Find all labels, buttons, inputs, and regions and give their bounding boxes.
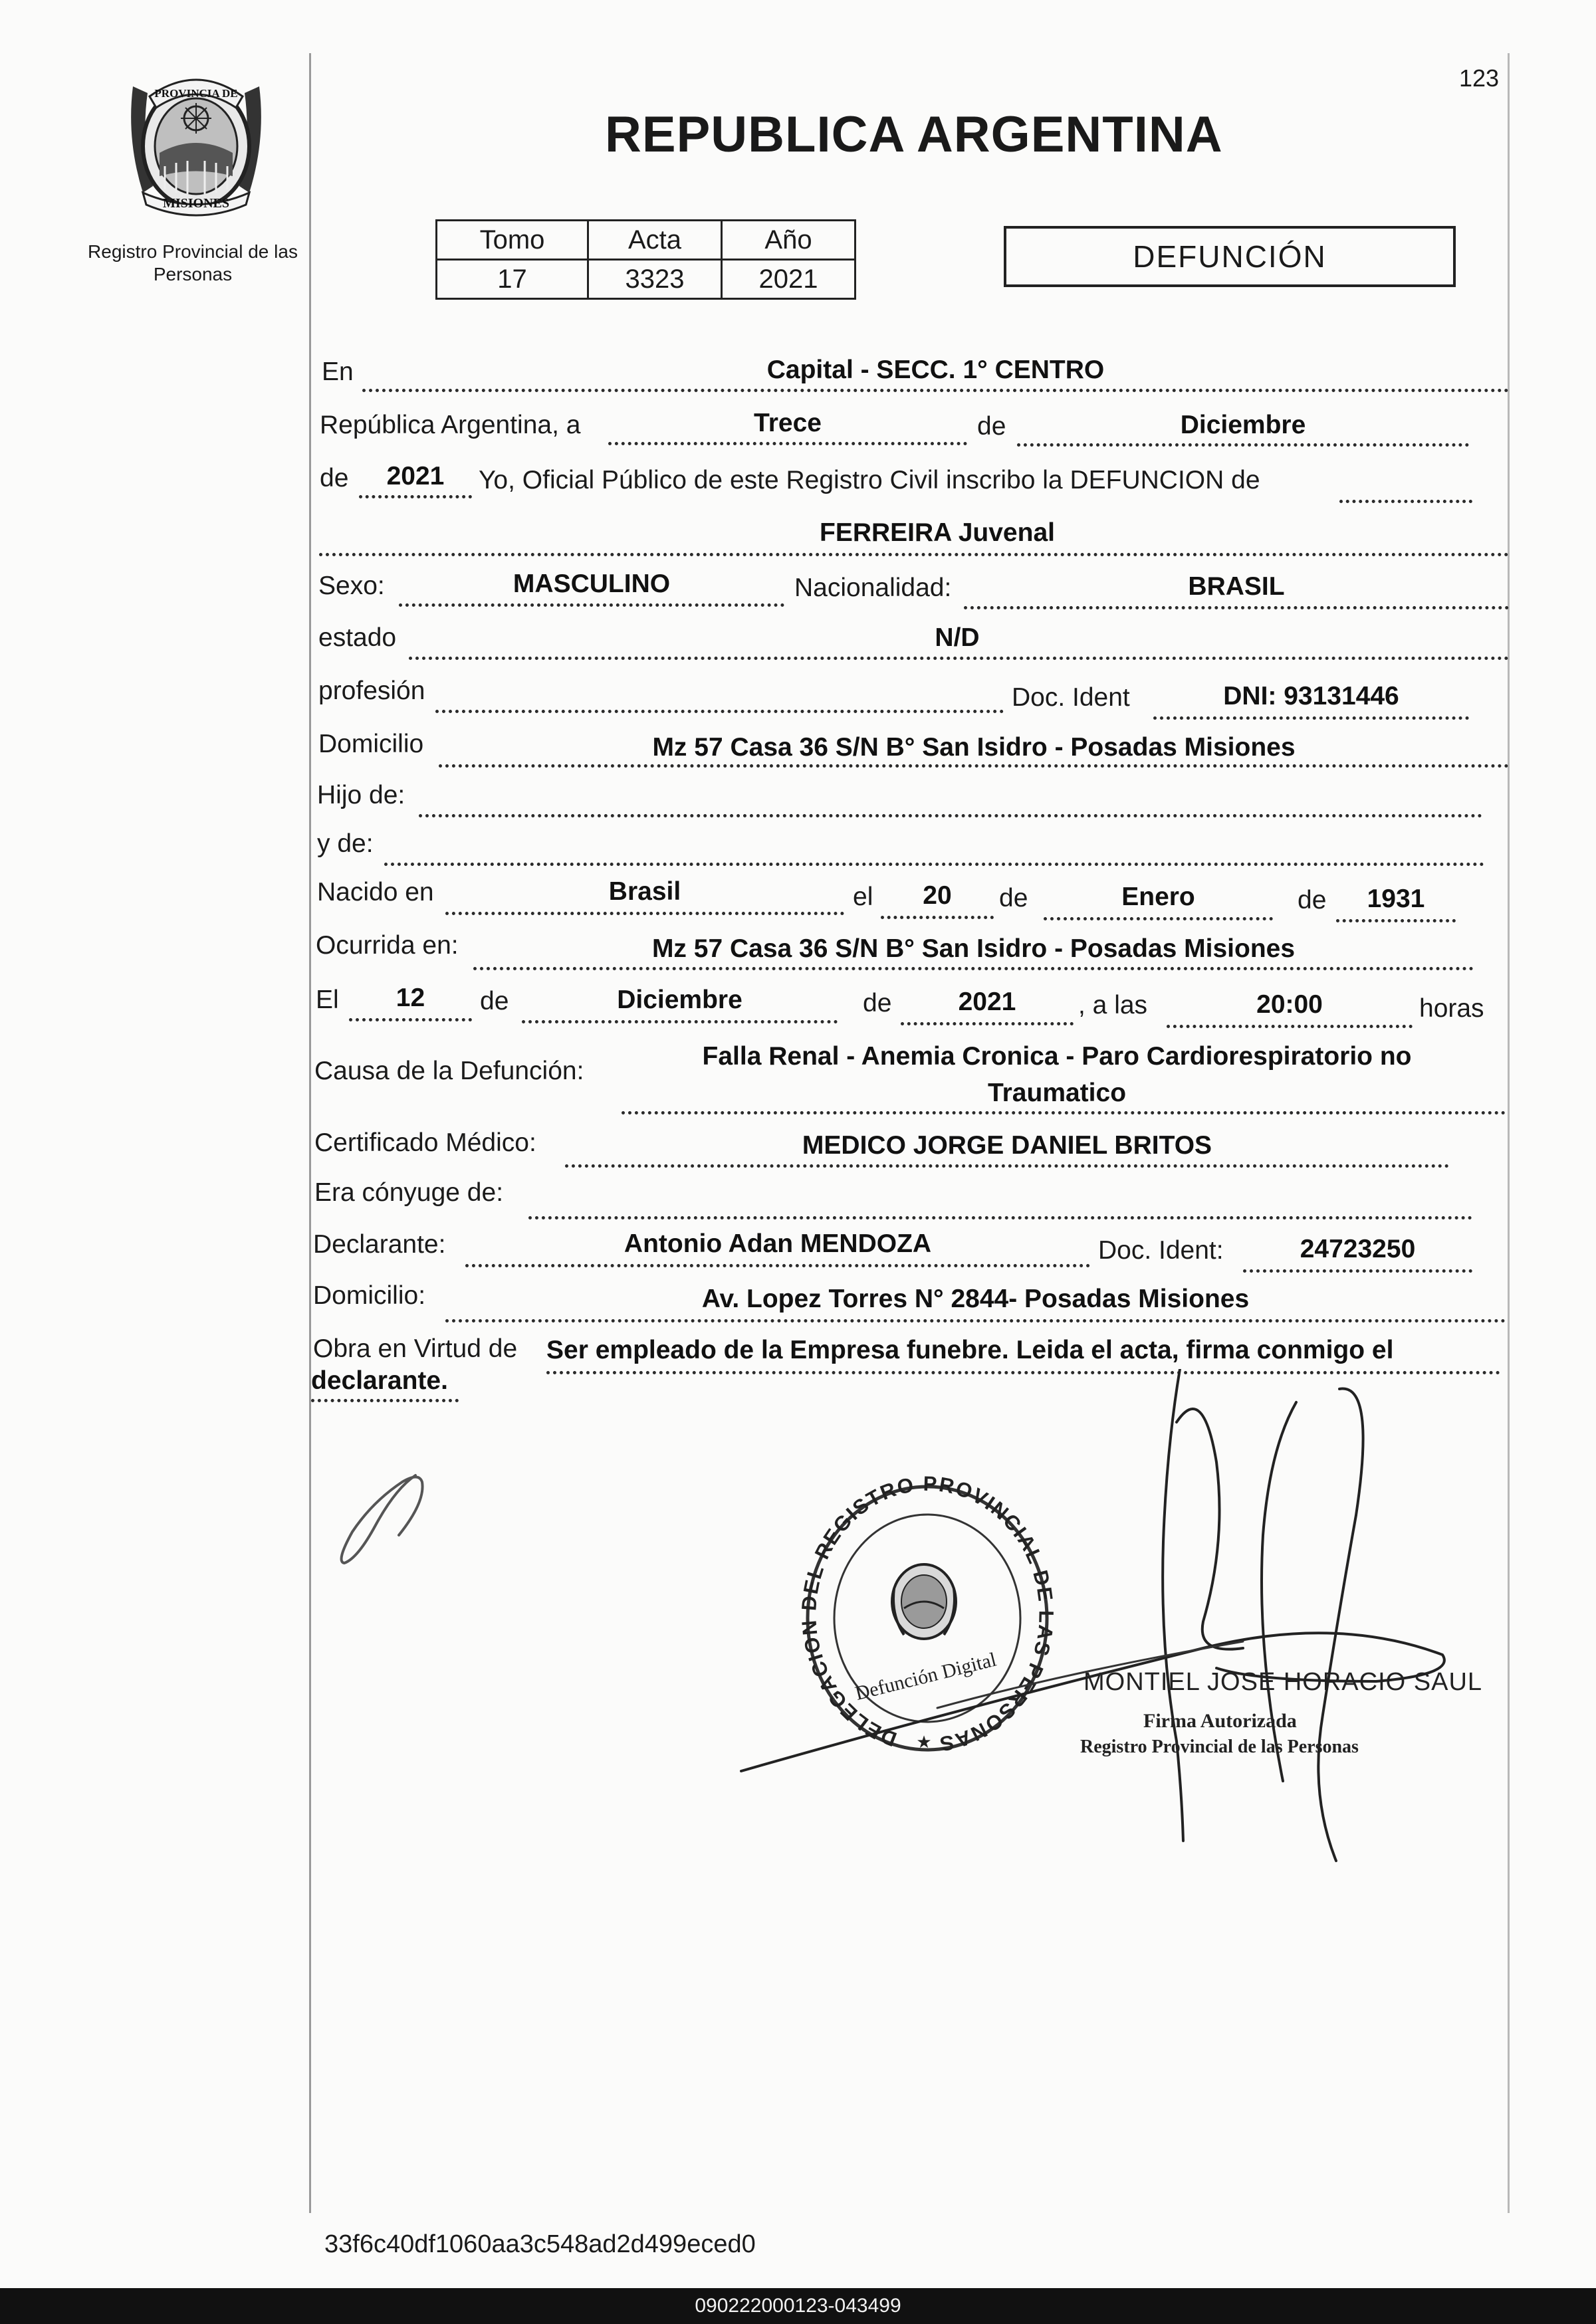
en-value: Capital - SECC. 1° CENTRO [766,356,1105,384]
year-line [359,495,472,498]
el-anio-value: 2021 [958,988,1016,1016]
y-de-label: y de: [317,829,374,858]
domicilio-value: Mz 57 Casa 36 S/N B° San Isidro - Posadas Misiones [652,733,1296,762]
declarante-line [465,1264,1090,1267]
hijo-de-line [419,814,1482,817]
deceased-name: FERREIRA Juvenal [820,518,1055,547]
horas-label: horas [1419,994,1484,1023]
left-margin-line [309,53,311,2213]
official-text: Yo, Oficial Público de este Registro Civil inscribo la DEFUNCION de [479,466,1260,494]
anio-value: 2021 [722,260,855,299]
conyuge-line [528,1216,1472,1219]
month-line [1017,443,1469,447]
causa-line [622,1111,1506,1114]
domicilio-label: Domicilio [318,730,424,758]
certificado-label: Certificado Médico: [314,1128,536,1157]
seal-bottom-text: MISIONES [162,196,230,211]
nacido-mes-value: Enero [1121,883,1195,911]
right-margin-line [1508,53,1510,2213]
causa-value-line2: Traumatico [987,1079,1127,1107]
a-las-label: , a las [1078,991,1148,1019]
hijo-de-label: Hijo de: [317,781,405,809]
stamp-inner-text: Defunción Digital [853,1648,999,1705]
declarante-domicilio-label: Domicilio: [313,1281,426,1310]
declarante-value: Antonio Adan MENDOZA [624,1229,932,1258]
el-anio-line [901,1022,1074,1025]
doc-ident-value: DNI: 93131446 [1223,682,1399,710]
anio-header: Año [722,221,855,260]
stamp-star-icon: ★ [916,1732,932,1752]
doc-ident-label: Doc. Ident [1012,683,1130,712]
nacido-en-line [445,912,844,915]
profesion-line [435,710,1004,713]
estado-line [409,657,1509,660]
declarante-domicilio-line [445,1319,1506,1322]
republica-label: República Argentina, a [320,411,581,439]
document-hash: 33f6c40df1060aa3c548ad2d499eced0 [324,2230,756,2258]
nacido-mes-line [1044,917,1273,920]
stamp-ring-text: DELEGACION DEL REGISTRO PROVINCIAL DE LAS PERSONAS [798,1471,1057,1756]
a-las-line [1167,1025,1413,1028]
sexo-value: MASCULINO [513,570,671,598]
month-value: Diciembre [1180,411,1306,439]
el-dia-line [349,1018,472,1021]
en-line [362,389,1509,392]
sexo-line [399,603,784,607]
nacido-el-label: el [853,883,873,911]
el-anio-label: de [863,989,892,1017]
nacido-anio-label: de [1298,886,1327,914]
el-mes-label: de [480,987,509,1015]
tomo-header: Tomo [437,221,588,260]
obra-label: Obra en Virtud de [313,1334,518,1363]
page-number: 123 [1459,64,1500,92]
nacido-en-value: Brasil [608,877,681,906]
ocurrida-en-line [473,967,1474,970]
a-las-value: 20:00 [1256,990,1323,1019]
ocurrida-en-label: Ocurrida en: [316,931,459,960]
el-dia-value: 12 [396,984,425,1012]
estado-value: N/D [935,623,980,652]
province-coat-of-arms-logo [113,66,279,219]
registry-name: Registro Provincial de las Personas [88,241,298,284]
nacido-anio-value: 1931 [1367,885,1425,913]
deceased-line [319,553,1509,556]
ocurrida-en-value: Mz 57 Casa 36 S/N B° San Isidro - Posadas Misiones [651,934,1296,963]
year-value: 2021 [386,462,445,490]
handwritten-signature [738,1369,1502,1887]
official-line [1339,500,1472,503]
acta-header: Acta [588,221,722,260]
certificado-line [565,1164,1449,1168]
record-reference-table [435,219,856,300]
obra-value-line1: Ser empleado de la Empresa funebre. Leida el acta, firma conmigo el [546,1336,1394,1364]
conyuge-label: Era cónyuge de: [314,1178,504,1207]
seal-top-text: PROVINCIA DE [154,87,238,100]
signatory-org: Registro Provincial de las Personas [1080,1737,1359,1757]
tomo-value: 17 [437,260,588,299]
causa-label: Causa de la Defunción: [314,1057,584,1085]
nacido-mes-label: de [999,884,1028,912]
nacionalidad-line [964,606,1509,609]
y-de-line [384,863,1484,866]
acta-value: 3323 [588,260,722,299]
declarante-doc-line [1243,1269,1472,1273]
obra-value-line2: declarante. [311,1366,448,1395]
el-dia-label: El [316,986,339,1014]
declarante-domicilio-value: Av. Lopez Torres N° 2844- Posadas Misiones [701,1285,1250,1313]
republica-value: Trece [754,409,822,437]
nacido-el-line [881,916,994,919]
el-mes-line [522,1020,838,1023]
profesion-label: profesión [318,677,425,705]
declarante-doc-value: 24723250 [1300,1235,1416,1263]
declarante-doc-label: Doc. Ident: [1098,1236,1224,1265]
nacionalidad-label: Nacionalidad: [794,574,952,602]
signatory-role: Firma Autorizada [1143,1710,1297,1732]
year-label: de [320,464,349,492]
handwritten-zero-mark [332,1462,432,1582]
el-mes-value: Diciembre [617,986,742,1014]
causa-value-line1: Falla Renal - Anemia Cronica - Paro Cardiorespiratorio no [702,1042,1412,1071]
doc-ident-line [1153,716,1469,720]
signatory-name: MONTIEL JOSE HORACIO SAUL [1083,1668,1483,1696]
nacido-en-label: Nacido en [317,878,434,906]
nacionalidad-value: BRASIL [1188,572,1285,601]
page-title: REPUBLICA ARGENTINA [605,106,1223,163]
document-type-box: DEFUNCIÓN [1004,226,1456,287]
republica-line [608,442,967,445]
certificado-value: MEDICO JORGE DANIEL BRITOS [802,1131,1212,1160]
obra-line2 [311,1399,459,1402]
month-label: de [977,412,1006,441]
domicilio-line [439,764,1509,768]
estado-label: estado [318,623,397,652]
en-label: En [322,358,354,386]
sexo-label: Sexo: [318,572,385,600]
declarante-label: Declarante: [313,1230,446,1259]
nacido-el-value: 20 [923,881,952,910]
barcode-strip: 090222000123-043499 [0,2288,1596,2324]
nacido-anio-line [1336,919,1456,922]
